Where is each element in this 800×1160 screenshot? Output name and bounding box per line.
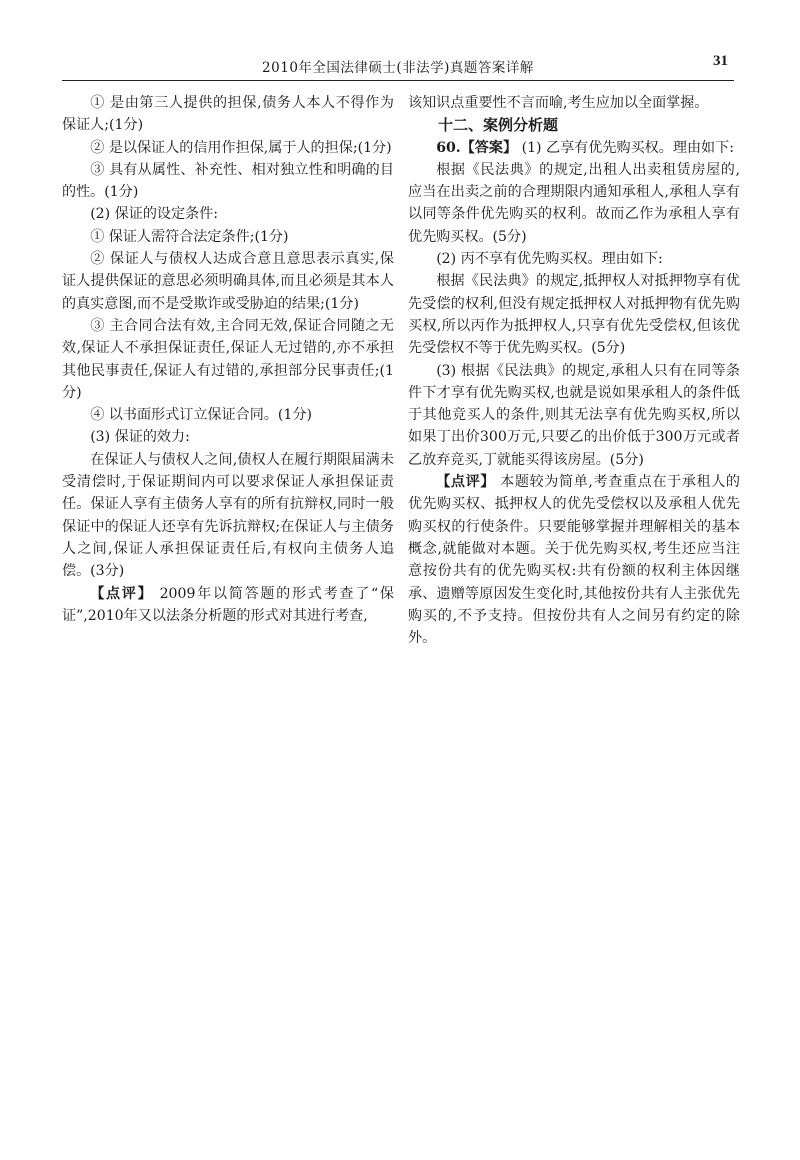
right-column [408, 92, 740, 649]
comment-paragraph [408, 471, 740, 649]
comment-label: 【点评】 [436, 474, 496, 491]
paragraph: ③ 主合同合法有效,主合同无效,保证合同随之无效,保证人不承担保证责任,保证人无过错的,亦不承担其他民事责任,保证人有过错的,承担部分民事责任;(1分) [62, 317, 394, 401]
continuation-text: 该知识点重要性不言而喻,考生应加以全面掌握。 [408, 95, 709, 111]
answer-text: (1) 乙享有优先购买权。理由如下: [517, 139, 734, 156]
paragraph: ② 是以保证人的信用作担保,属于人的担保;(1分) [90, 139, 392, 156]
comment-paragraph [62, 583, 394, 628]
paragraph: ① 保证人需符合法定条件;(1分) [90, 228, 289, 245]
paragraph: ③ 具有从属性、补充性、相对独立性和明确的目的性。(1分) [62, 161, 394, 201]
page-header [62, 50, 734, 81]
paragraph: (2) 保证的设定条件: [90, 206, 219, 223]
answer-paragraph [408, 137, 740, 159]
paragraph: 根据《民法典》的规定,出租人出卖租赁房屋的,应当在出卖之前的合理期限内通知承租人,承租人享有以同等条件优先购买的权利。故而乙作为承租人享有优先购买权。(5分) [408, 161, 740, 245]
left-column [62, 92, 394, 627]
paragraph: 在保证人与债权人之间,债权人在履行期限届满未受清偿时,于保证期间内可以要求保证人承担保证责任。保证人享有主债务人享有的所有抗辩权,同时一般保证中的保证人还享有先诉抗辩权;在保证人与主债务人之间,保证人承担保证责任后,有权向主债务人追偿。(3分) [62, 451, 394, 580]
comment-label: 【点评】 [90, 585, 154, 602]
comment-text: 本题较为简单,考查重点在于承租人的优先购买权、抵押权人的优先受偿权以及承租人优先购买权的行使条件。只要能够掌握并理解相关的基本概念,就能做对本题。关于优先购买权,考生还应当注意按份共有的优先购买权:共有份额的权利主体因继承、遗赠等原因发生变化时,其他按份共有人主张优先购买的,不予支持。但按份共有人之间另有约定的除外。 [408, 474, 741, 647]
header-title: 2010年全国法律硕士(非法学)真题答案详解 [262, 60, 534, 76]
paragraph: ① 是由第三人提供的担保,债务人本人不得作为保证人;(1分) [62, 95, 394, 134]
paragraph: (3) 根据《民法典》的规定,承租人只有在同等条件下才享有优先购买权,也就是说如果承租人的条件低于其他竞买人的条件,则其无法享有优先购买权,所以如果丁出价300万元,只要乙的出价低于300万元或者乙放弃竞买,丁就能买得该房屋。(5分) [408, 362, 740, 468]
paragraph: (2) 丙不享有优先购买权。理由如下: [436, 251, 663, 268]
paragraph: ④ 以书面形式订立保证合同。(1分) [90, 407, 312, 424]
answer-label: 60.【答案】 [436, 139, 518, 156]
comment-text: 2009年以简答题的形式考查了“保证”,2010年又以法条分析题的形式对其进行考查, [62, 585, 394, 624]
paragraph: ② 保证人与债权人达成合意且意思表示真实,保证人提供保证的意思必须明确具体,而且必须是其本人的真实意图,而不是受欺诈或受胁迫的结果;(1分) [62, 251, 394, 312]
page-number: 31 [713, 53, 728, 69]
paragraph: 根据《民法典》的规定,抵押权人对抵押物享有优先受偿的权利,但没有规定抵押权人对抵押物有优先购买权,所以丙作为抵押权人,只享有优先受偿权,但该优先受偿权不等于优先购买权。(5分) [408, 273, 740, 357]
section-heading: 十二、案例分析题 [438, 116, 559, 135]
paragraph: (3) 保证的效力: [90, 429, 190, 446]
